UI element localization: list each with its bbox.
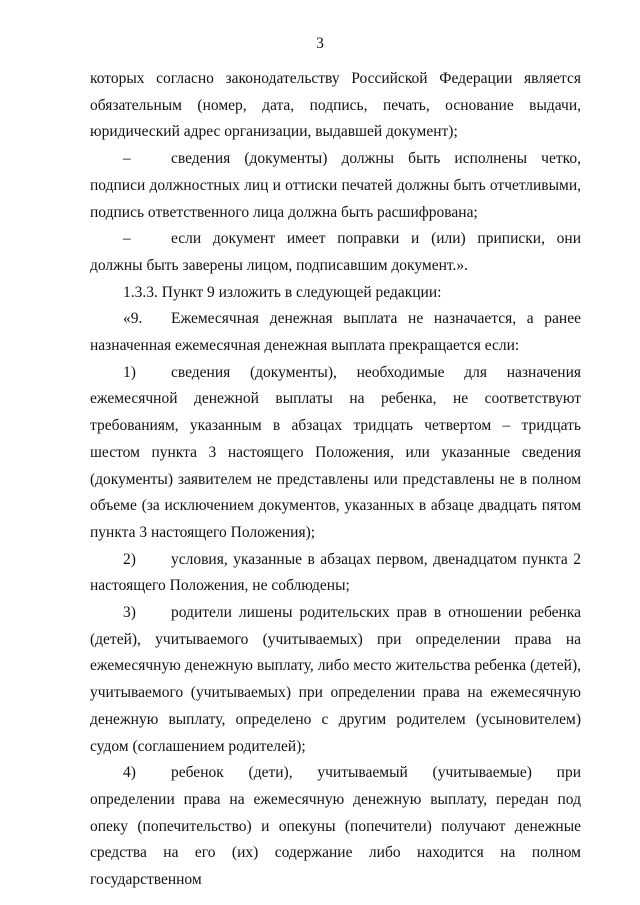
list-item-dash [90,226,581,279]
paragraph-text: родители лишены родительских прав в отношении ребенка (детей), учитываемого (учитываемых) при определении права на ежемесячную денежную выплату, либо место жительства ребенка (детей), учитываемого (учитываемых) при определении права на ежемесячную денежную выплату, определено с другим родителем (усыновителем) судом (соглашением родителей); [90,604,581,755]
document-body [90,66,581,894]
list-item-1 [90,360,581,547]
list-item-2 [90,547,581,600]
clause-heading [90,280,581,307]
paragraph-text: ребенок (дети), учитываемый (учитываемые) при определении права на ежемесячную денежную выплату, передан под опеку (попечительство) и опекуны (попечители) получают денежные средства на его (их) содержание либо находится на полном государственном [90,764,581,889]
paragraph-text: 1.3.3. Пункт 9 изложить в следующей редакции: [123,283,442,301]
list-item-4 [90,760,581,894]
paragraph-text: которых согласно законодательству Российской Федерации является обязательным (номер, дата, подпись, печать, основание выдачи, юридический адрес организации, выдавшей документ); [90,70,581,141]
paragraph-continuation [90,66,581,146]
list-marker: 1) [123,363,136,381]
list-marker: – [123,230,131,248]
clause-9 [90,306,581,359]
list-marker: 3) [123,604,136,622]
paragraph-text: условия, указанные в абзацах первом, двенадцатом пункта 2 настоящего Положения, не соблюдены; [90,550,581,595]
clause-marker: «9. [123,310,143,328]
paragraph-text: сведения (документы) должны быть исполнены четко, подписи должностных лиц и оттиски печатей должны быть отчетливыми, подпись ответственного лица должна быть расшифрована; [90,150,581,221]
paragraph-text: если документ имеет поправки и (или) приписки, они должны быть заверены лицом, подписавшим документ.». [90,230,581,274]
list-item-3 [90,600,581,760]
paragraph-text: Ежемесячная денежная выплата не назначается, а ранее назначенная ежемесячная денежная выплата прекращается если: [90,310,581,355]
list-marker: 4) [123,764,136,782]
list-marker: 2) [123,550,136,568]
list-item-dash [90,146,581,226]
paragraph-text: сведения (документы), необходимые для назначения ежемесячной денежной выплаты на ребенка, не соответствуют требованиям, указанным в абзацах тридцать четвертом – тридцать шестом пункта 3 настоящего Положения, или указанные сведения (документы) заявителем не представлены или представлены не в полном объеме (за исключением документов, указанных в абзаце двадцать пятом пункта 3 настоящего Положения); [90,363,581,541]
list-marker: – [123,150,131,168]
page-number: 3 [316,35,324,52]
